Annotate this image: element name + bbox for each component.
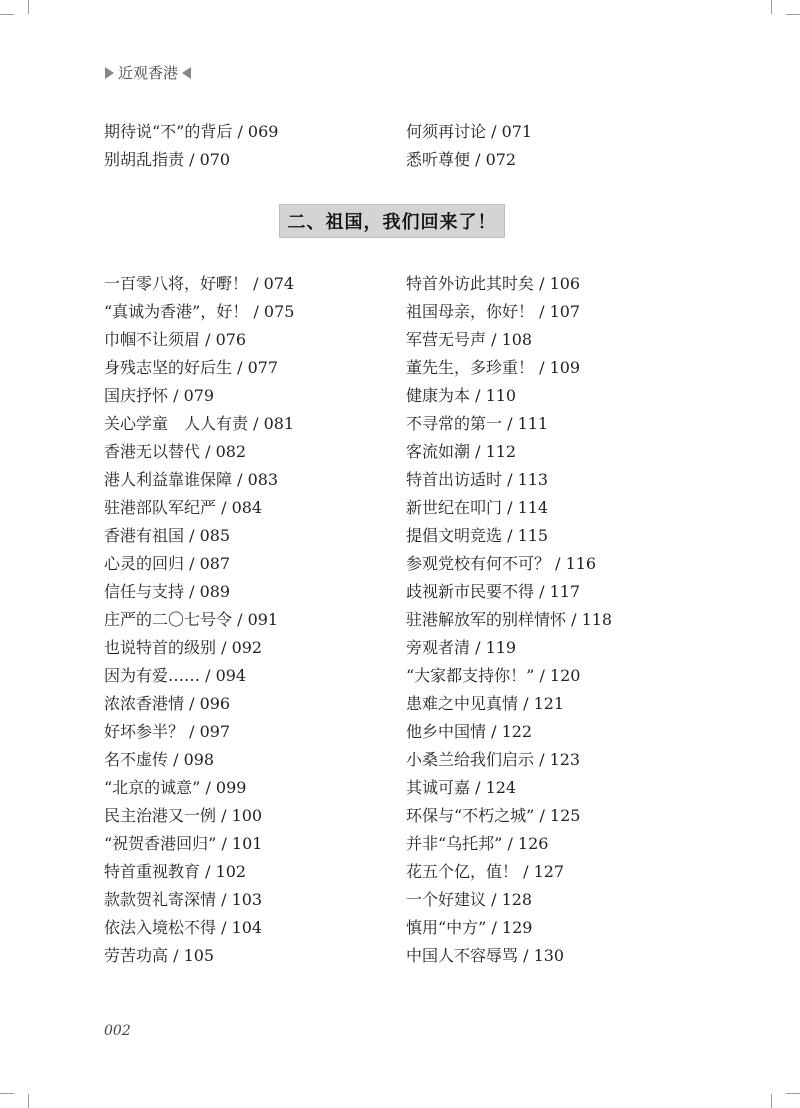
toc-entry[interactable]: 别胡乱指责 / 070: [104, 150, 231, 169]
toc-entry[interactable]: 董先生，多珍重！ / 109: [406, 358, 581, 377]
triangle-left-icon: [182, 67, 191, 79]
toc-entry[interactable]: 庄严的二〇七号令 / 091: [104, 610, 279, 629]
toc-entry[interactable]: 特首重视教育 / 102: [104, 862, 247, 881]
toc-entry[interactable]: 悉听尊便 / 072: [406, 150, 517, 169]
toc-entry[interactable]: 民主治港又一例 / 100: [104, 806, 263, 825]
toc-entry[interactable]: 特首出访适时 / 113: [406, 470, 549, 489]
toc-entry[interactable]: 期待说“不”的背后 / 069: [104, 122, 279, 141]
toc-entry[interactable]: 香港无以替代 / 082: [104, 442, 247, 461]
toc-entry[interactable]: 并非“乌托邦” / 126: [406, 834, 549, 853]
toc-entry[interactable]: 何须再讨论 / 071: [406, 122, 533, 141]
toc-entry[interactable]: 关心学童 人人有责 / 081: [104, 414, 295, 433]
toc-entry[interactable]: 歧视新市民要不得 / 117: [406, 582, 581, 601]
toc-entry[interactable]: 特首外访此其时矣 / 106: [406, 274, 581, 293]
toc-entry[interactable]: 祖国母亲，你好！ / 107: [406, 302, 581, 321]
toc-entry[interactable]: 身残志坚的好后生 / 077: [104, 358, 279, 377]
toc-entry[interactable]: 依法入境松不得 / 104: [104, 918, 263, 937]
running-head-title: 近观香港: [118, 64, 179, 82]
toc-entry[interactable]: 其诚可嘉 / 124: [406, 778, 517, 797]
toc-entry[interactable]: “祝贺香港回归” / 101: [104, 834, 263, 853]
toc-entry[interactable]: 款款贺礼寄深情 / 103: [104, 890, 263, 909]
toc-entry[interactable]: 因为有爱…… / 094: [104, 666, 247, 685]
toc-entry[interactable]: 患难之中见真情 / 121: [406, 694, 565, 713]
toc-entry[interactable]: 好坏参半？ / 097: [104, 722, 231, 741]
toc-entry[interactable]: “大家都支持你！” / 120: [406, 666, 581, 685]
crop-mark-top-left-h: [0, 14, 14, 15]
toc-entry[interactable]: 慎用“中方” / 129: [406, 918, 533, 937]
toc-entry[interactable]: 健康为本 / 110: [406, 386, 517, 405]
toc-entry[interactable]: 信任与支持 / 089: [104, 582, 231, 601]
crop-mark-bottom-left-h: [0, 1093, 14, 1094]
toc-entry[interactable]: 也说特首的级别 / 092: [104, 638, 263, 657]
toc-entry[interactable]: 客流如潮 / 112: [406, 442, 517, 461]
crop-mark-bottom-right-h: [786, 1093, 800, 1094]
toc-entry[interactable]: 不寻常的第一 / 111: [406, 414, 549, 433]
toc-entry[interactable]: 花五个亿，值！ / 127: [406, 862, 565, 881]
toc-entry[interactable]: “真诚为香港”，好！ / 075: [104, 302, 295, 321]
toc-entry[interactable]: 香港有祖国 / 085: [104, 526, 231, 545]
crop-mark-top-right: [771, 0, 772, 14]
toc-entry[interactable]: 驻港部队军纪严 / 084: [104, 498, 263, 517]
toc-entry[interactable]: 旁观者清 / 119: [406, 638, 517, 657]
page-number: 002: [104, 1023, 131, 1039]
crop-mark-top-left: [28, 0, 29, 14]
toc-entry[interactable]: 参观党校有何不可？ / 116: [406, 554, 597, 573]
crop-mark-bottom-right: [771, 1094, 772, 1108]
toc-entry[interactable]: 国庆抒怀 / 079: [104, 386, 215, 405]
crop-mark-top-right-h: [786, 14, 800, 15]
toc-entry[interactable]: 心灵的回归 / 087: [104, 554, 231, 573]
toc-entry[interactable]: 名不虚传 / 098: [104, 750, 215, 769]
toc-entry[interactable]: 提倡文明竞选 / 115: [406, 526, 549, 545]
running-head: [105, 62, 191, 83]
toc-entry[interactable]: 小桑兰给我们启示 / 123: [406, 750, 581, 769]
toc-entry[interactable]: 环保与“不朽之城” / 125: [406, 806, 581, 825]
toc-entry[interactable]: 军营无号声 / 108: [406, 330, 533, 349]
toc-entry[interactable]: 一个好建议 / 128: [406, 890, 533, 909]
toc-entry[interactable]: 中国人不容辱骂 / 130: [406, 946, 565, 965]
toc-entry[interactable]: 一百零八将，好嘢！ / 074: [104, 274, 295, 293]
toc-entry[interactable]: 他乡中国情 / 122: [406, 722, 533, 741]
toc-entry[interactable]: 浓浓香港情 / 096: [104, 694, 231, 713]
toc-entry[interactable]: 驻港解放军的别样情怀 / 118: [406, 610, 613, 629]
crop-mark-bottom-left: [28, 1094, 29, 1108]
toc-entry[interactable]: “北京的诚意” / 099: [104, 778, 247, 797]
toc-entry[interactable]: 新世纪在叩门 / 114: [406, 498, 549, 517]
section-title: 二、祖国，我们回来了！: [279, 204, 505, 238]
toc-entry[interactable]: 劳苦功高 / 105: [104, 946, 215, 965]
toc-entry[interactable]: 港人利益靠谁保障 / 083: [104, 470, 279, 489]
toc-entry[interactable]: 巾帼不让须眉 / 076: [104, 330, 247, 349]
triangle-right-icon: [105, 67, 114, 79]
